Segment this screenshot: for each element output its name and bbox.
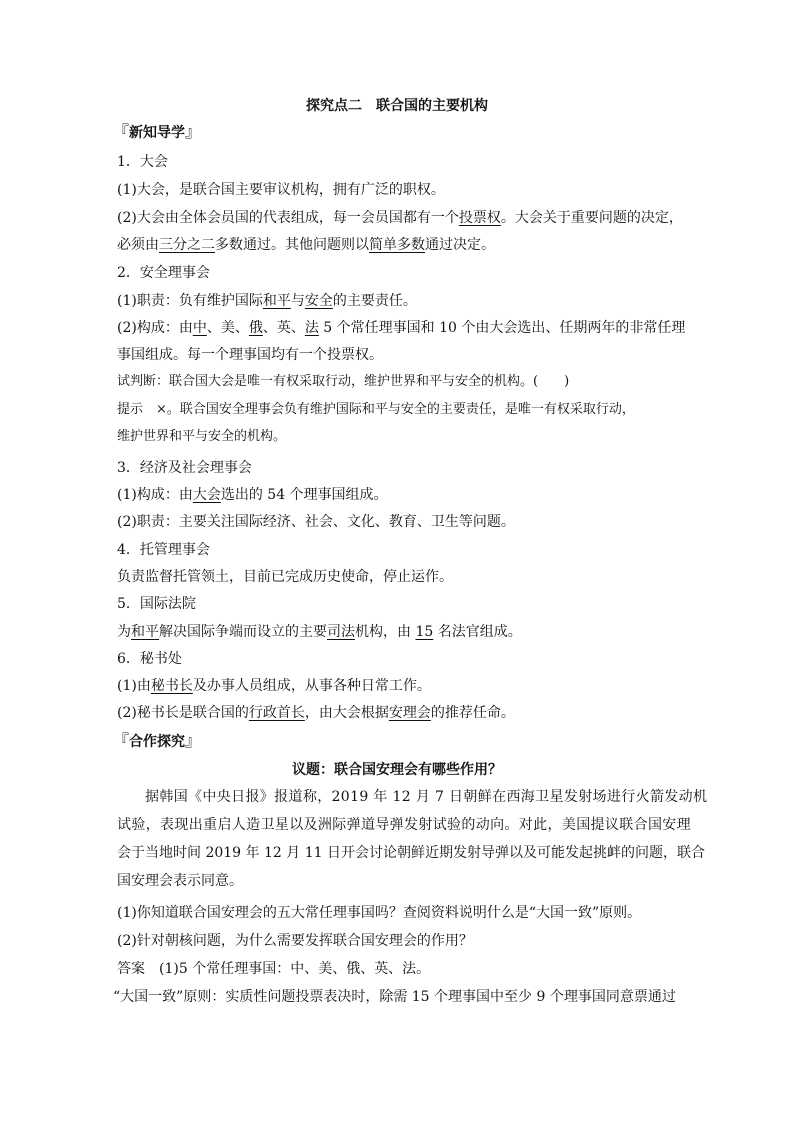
ga-line-2: (2)大会由全体会员国的代表组成，每一会员国都有一个投票权。大会关于重要问题的决定， [117,210,683,226]
heading-secretariat: 6．秘书处 [117,651,182,667]
question-2: (2)针对朝核问题，为什么需要发挥联合国安理会的作用？ [117,933,473,949]
tip-line-2: 维护世界和平与安全的机构。 [117,429,287,444]
heading-security-council: 2．安全理事会 [117,265,210,281]
topic-heading: 议题：联合国安理会有哪些作用？ [292,762,502,778]
ecosoc-line-1: (1)构成：由大会选出的 54 个理事国组成。 [117,487,388,503]
heading-general-assembly: 1．大会 [117,154,168,170]
material-line-1: 据韩国《中央日报》报道称，2019 年 12 月 7 日朝鲜在西海卫星发射场进行火箭发动机 [145,789,708,805]
answer-line-1: 答案 (1)5 个常任理事国：中、美、俄、英、法。 [117,961,431,977]
icj-line-1: 为和平解决国际争端而设立的主要司法机构，由 15 名法官组成。 [117,624,522,640]
material-line-2: 试验，表现出重启人造卫星以及洲际弹道导弹发射试验的动向。对此，美国提议联合国安理 [117,817,691,833]
ga-line-1: (1)大会，是联合国主要审议机构，拥有广泛的职权。 [117,182,445,198]
material-line-3: 会于当地时间 2019 年 12 月 11 日开会讨论朝鲜近期发射导弹以及可能发起挑衅的问题，联合 [117,845,705,861]
question-1: (1)你知道联合国安理会的五大常任理事国吗？查阅资料说明什么是“大国一致”原则。 [117,905,642,921]
answer-line-2: “大国一致”原则：实质性问题投票表决时，除需 15 个理事国中至少 9 个理事国同意票通过 [113,989,676,1005]
sc-line-1: (1)职责：负有维护国际和平与安全的主要责任。 [117,293,417,309]
material-line-4: 国安理会表示同意。 [117,873,243,889]
section-header-new-knowledge: 『新知导学』 [113,122,202,141]
heading-icj: 5．国际法院 [117,596,196,612]
page-title: 探究点二 联合国的主要机构 [306,98,488,114]
ecosoc-line-2: (2)职责：主要关注国际经济、社会、文化、教育、卫生等问题。 [117,514,515,530]
heading-ecosoc: 3．经济及社会理事会 [117,460,252,476]
sc-line-3: 事国组成。每一个理事国均有一个投票权。 [117,347,383,363]
secretariat-line-1: (1)由秘书长及办事人员组成，从事各种日常工作。 [117,678,431,694]
heading-trusteeship: 4．托管理事会 [117,542,210,558]
sc-line-2: (2)构成：由中、美、俄、英、法 5 个常任理事国和 10 个由大会选出、任期两年的非常任理 [117,320,686,336]
tip-line-1: 提示 ×。联合国安全理事会负有维护国际和平与安全的主要责任，是唯一有权采取行动， [117,402,635,417]
ga-line-3: 必须由三分之二多数通过。其他问题则以简单多数通过决定。 [117,237,495,253]
judge-question: 试判断：联合国大会是唯一有权采取行动，维护世界和平与安全的机构。( ) [117,374,570,389]
secretariat-line-2: (2)秘书长是联合国的行政首长，由大会根据安理会的推荐任命。 [117,705,515,721]
trusteeship-line-1: 负责监督托管领土，目前已完成历史使命，停止运作。 [117,569,453,585]
section-header-cooperative-inquiry: 『合作探究』 [113,731,202,750]
